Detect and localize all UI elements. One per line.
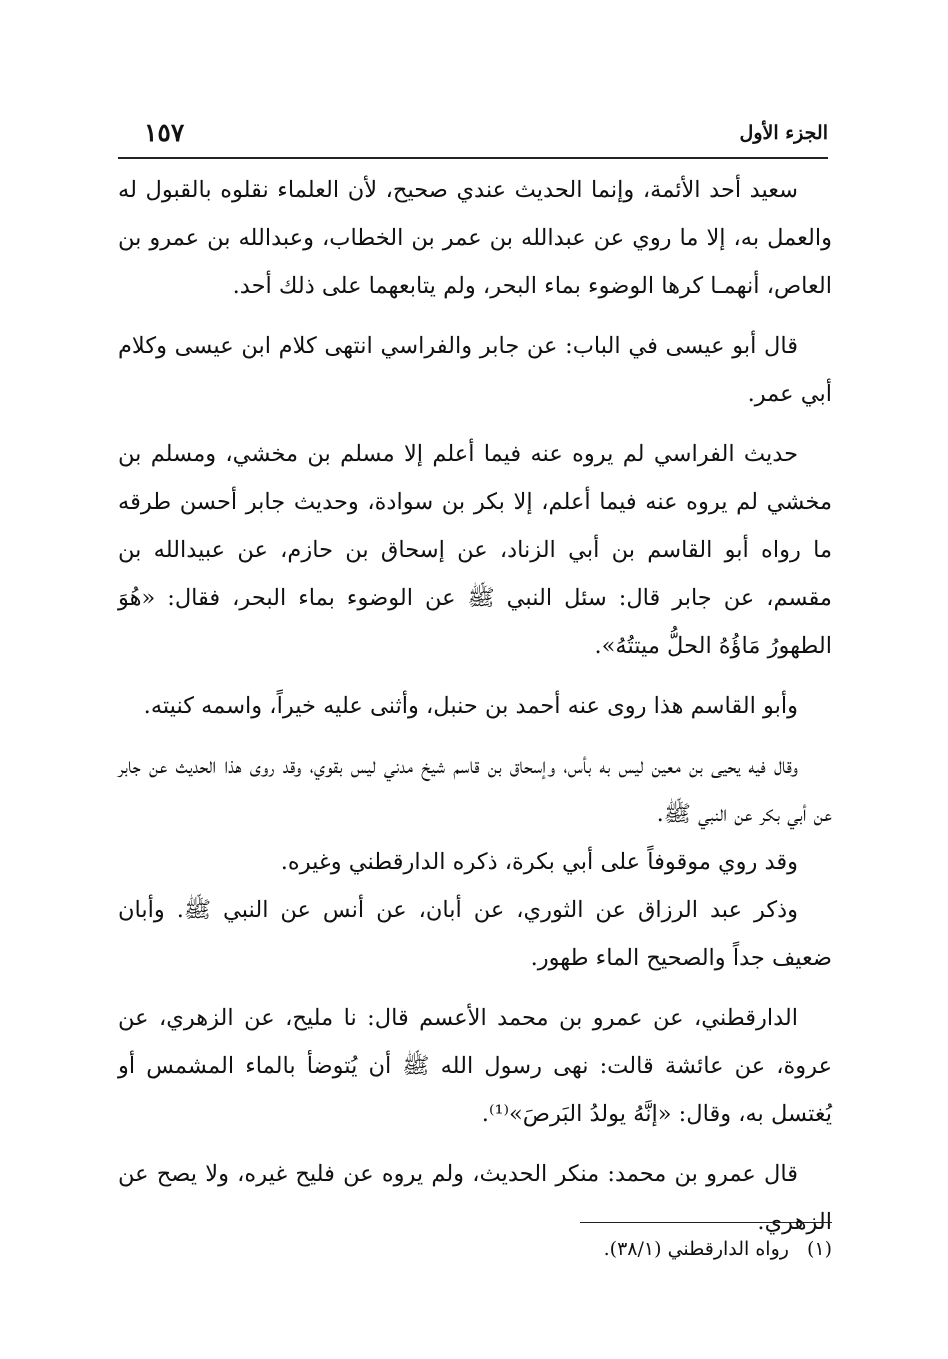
paragraph: الدارقطني، عن عمرو بن محمد الأعسم قال: نا مليح، عن الزهري، عن عروة، عن عائشة قالت: نهى رسول الله ﷺ أن يُتوضأ بالماء المشمس أو يُغتسل به، وقال: «إنَّهُ يولدُ البَرصَ»⁽¹⁾. [118,1005,832,1127]
paragraph: سعيد أحد الأئمة، وإنما الحديث عندي صحيح، لأن العلماء نقلوه بالقبول له والعمل به، إلا ما روي عن عبدالله بن عمر بن الخطاب، وعبدالله بن عمرو بن العاص، أنهمـا كرها الوضوء بماء البحر، ولم يتابعهما على ذلك أحد. [118,177,832,299]
paragraph: حديث الفراسي لم يروه عنه فيما أعلم إلا مسلم بن مخشي، ومسلم بن مخشي لم يروه عنه فيما أعلم، إلا بكر بن سوادة، وحديث جابر أحسن طرقه ما رواه أبو القاسم بن أبي الزناد، عن إسحاق بن حازم، عن عبيدالله بن مقسم، عن جابر قال: سئل النبي ﷺ عن الوضوء بماء البحر، فقال: «هُوَ الطهورُ مَاؤُهُ الحلُّ ميتتُهُ». [118,441,832,659]
paragraph: وقد روي موقوفاً على أبي بكرة، ذكره الدارقطني وغيره. [280,849,798,875]
main-text [118,166,832,1258]
paragraph: وقال فيه يحيى بن معين ليس به بأس، وإسحاق بن قاسم شيخ مدني ليس بقوي، وقد روى هذا الحديث عن جابر عن أبي بكر عن النبي ﷺ. [118,753,832,827]
footnote-marker: (١) [806,1238,832,1260]
paragraph: قال أبو عيسى في الباب: عن جابر والفراسي انتهى كلام ابن عيسى وكلام أبي عمر. [118,333,832,407]
page-number: ١٥٧ [144,118,185,147]
paragraph: قال عمرو بن محمد: منكر الحديث، ولم يروه عن فليح غيره، ولا يصح عن الزهري. [118,1161,832,1235]
footnote-text: رواه الدارقطني (٣٨/١). [603,1238,789,1260]
paragraph: وذكر عبد الرزاق عن الثوري، عن أبان، عن أنس عن النبي ﷺ. وأبان ضعيف جداً والصحيح الماء طهور. [118,897,832,971]
footnote [604,1238,832,1260]
header-divider [118,157,828,159]
running-title: الجزء الأول [739,122,828,144]
footnote-divider [580,1222,832,1223]
page-header [118,112,828,158]
paragraph: وأبو القاسم هذا روى عنه أحمد بن حنبل، وأثنى عليه خيراً، واسمه كنيته. [143,693,798,719]
